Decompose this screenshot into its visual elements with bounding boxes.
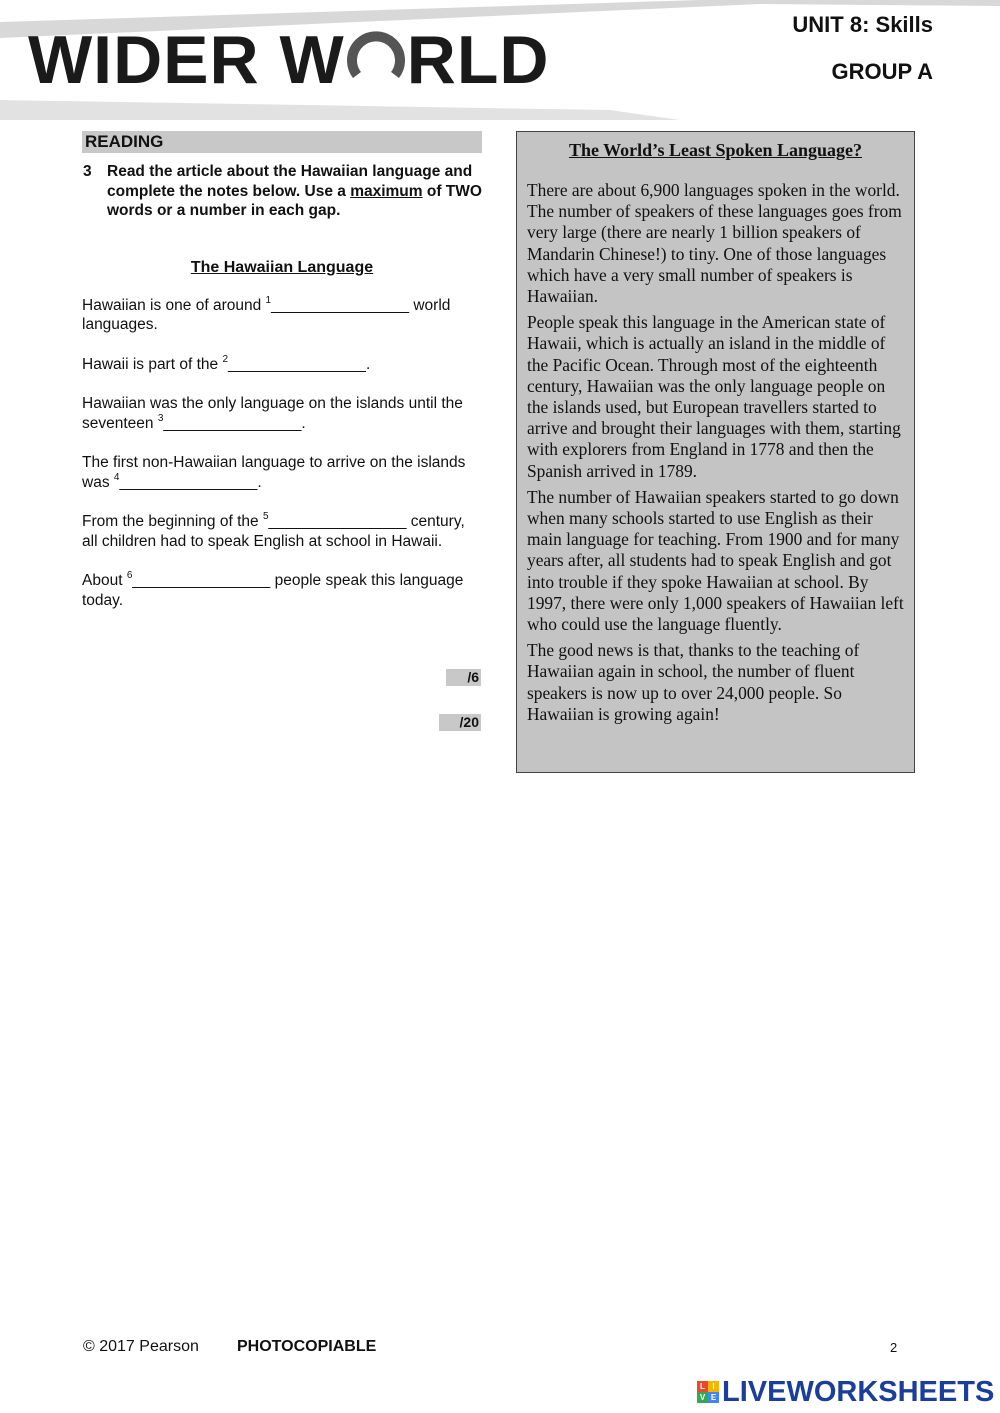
article-title: The World’s Least Spoken Language? — [568, 140, 863, 160]
note-3: Hawaiian was the only language on the islands until the seventeen $^3$________________. — [82, 395, 463, 432]
total-score-box: /20 — [439, 714, 481, 731]
unit-title: UNIT 8: Skills — [792, 12, 933, 37]
note-6: About $^6$________________ people speak this language today. — [82, 570, 464, 609]
answer-gap-6[interactable]: ________________ — [132, 572, 271, 589]
copyright-text: © 2017 Pearson — [83, 1338, 199, 1355]
article-paragraph-3: The number of Hawaiian speakers started to go down when many schools started to use English as their main language for teaching. From 1900 and for many years after, all students had to speak English and got into trouble if they spoke Hawaiian at school. By 1997, there were only 1,000 speakers of Hawaiian left who could use the language fluently. — [527, 486, 904, 635]
liveworksheets-icon: L I V E — [697, 1381, 719, 1403]
reading-heading: READING — [82, 131, 482, 153]
note-1: Hawaiian is one of around $^1$________________ world languages. — [82, 294, 451, 333]
answer-gap-5[interactable]: ________________ — [268, 513, 407, 530]
page-number: 2 — [890, 1340, 898, 1355]
liveworksheets-logo[interactable] — [697, 1376, 994, 1408]
notes-subtitle: The Hawaiian Language — [190, 258, 374, 276]
answer-gap-2[interactable]: ________________ — [228, 355, 366, 373]
article-paragraph-4: The good news is that, thanks to the teaching of Hawaiian again in school, the number of fluent speakers is now up to over 24,000 people. So Hawaiian is growing again! — [527, 640, 860, 724]
note-2: Hawaii is part of the $^2$________________. — [82, 353, 371, 373]
task-number: 3 — [83, 163, 92, 180]
wider-world-logo: WIDER W RLD — [28, 22, 550, 98]
group-label: GROUP A — [831, 59, 933, 84]
article-panel — [516, 131, 915, 773]
reading-section — [82, 131, 482, 610]
answer-gap-4[interactable]: ________________ — [119, 473, 258, 491]
note-4: The first non-Hawaiian language to arrive on the islands was $^4$________________. — [82, 454, 466, 491]
page-header — [0, 0, 1000, 120]
instruction-text: Read the article about the Hawaiian language and complete the notes below. Use a maximum of TWO words or a number in each gap. — [107, 163, 482, 219]
note-5: From the beginning of the $^5$________________ century, all children had to speak English at school in Hawaii. — [82, 511, 465, 550]
liveworksheets-wordmark: LIVEWORKSHEETS — [722, 1376, 995, 1408]
photocopiable-label: PHOTOCOPIABLE — [237, 1338, 377, 1355]
article-paragraph-1: There are about 6,900 languages spoken in the world. The number of speakers of these languages goes from very large (there are nearly 1 billion speakers of Mandarin Chinese!) to tiny. One of those languages which have a very small number of speakers is Hawaiian. — [527, 180, 902, 307]
section-score-box: /6 — [446, 669, 481, 686]
answer-gap-3[interactable]: ________________ — [163, 414, 302, 432]
article-paragraph-2: People speak this language in the American state of Hawaii, which is actually an island in the middle of the Pacific Ocean. Through most of the eighteenth century, Hawaiian was the only language people on the islands used, but European travellers started to arrive and brought their languages with them, starting with explorers from England in 1778 and then the Spanish arrived in 1789. — [527, 312, 901, 481]
task-instruction — [82, 162, 482, 221]
instruction-emphasis: maximum — [350, 182, 423, 200]
logo-ring-icon — [347, 29, 405, 87]
answer-gap-1[interactable]: ________________ — [271, 296, 410, 314]
